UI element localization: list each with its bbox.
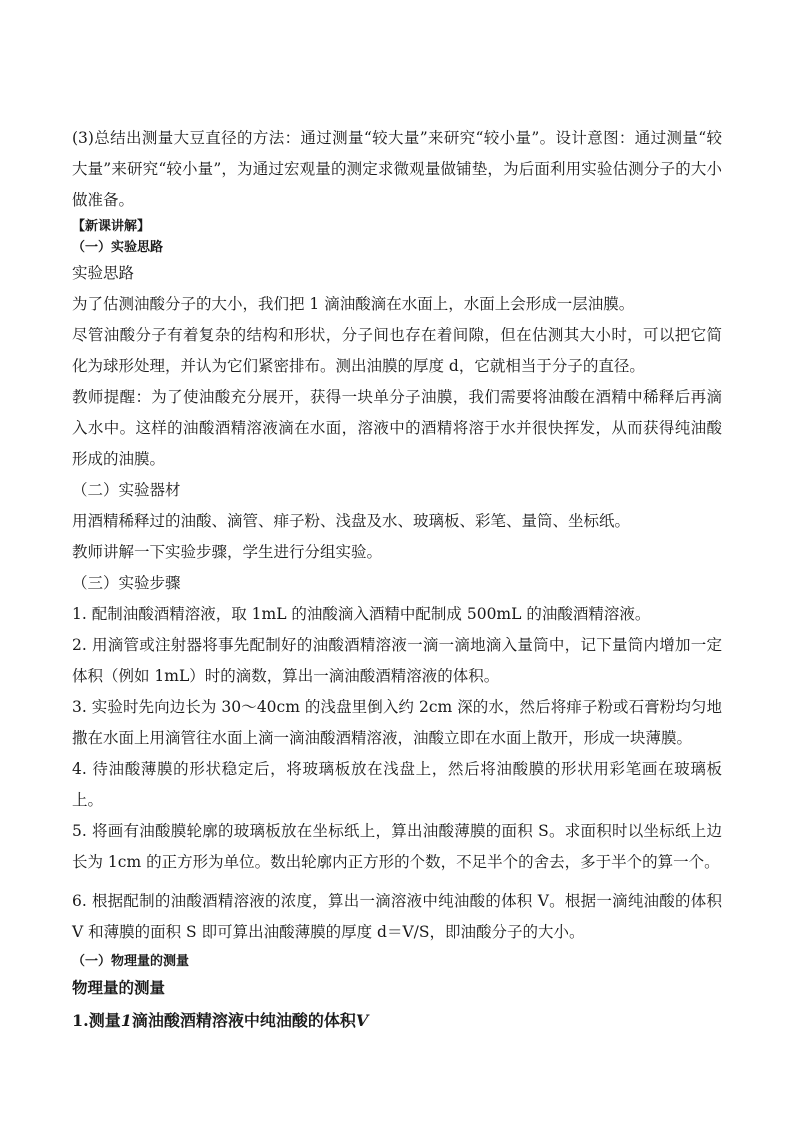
step-1: 1. 配制油酸酒精溶液，取 1mL 的油酸滴入酒精中配制成 500mL 的油酸酒精溶液。 <box>72 605 651 623</box>
section1-paragraph-3: 教师提醒：为了使油酸充分展开，获得一块单分子油膜，我们需要将油酸在酒精中稀释后再滴入水中。这样的油酸酒精溶液滴在水面，溶液中的酒精将溶于水并很快挥发，从而获得纯油酸形成的油膜。 <box>72 388 722 468</box>
step-5: 5. 将画有油酸膜轮廓的玻璃板放在坐标纸上，算出油酸薄膜的面积 S。求面积时以坐标纸上边长为 1cm 的正方形为单位。数出轮廓内正方形的个数，不足半个的舍去，多于半个的算一个。 <box>72 822 722 871</box>
step-2: 2. 用滴管或注射器将事先配制好的油酸酒精溶液一滴一滴地滴入量筒中，记下量筒内增加一定体积（例如 1mL）时的滴数，算出一滴油酸酒精溶液的体积。 <box>72 636 722 685</box>
section1-subtitle: 实验思路 <box>72 264 135 282</box>
measure1-prefix: 1.测量 <box>72 1011 121 1030</box>
step-6: 6. 根据配制的油酸酒精溶液的浓度，算出一滴溶液中纯油酸的体积 V。根据一滴纯油酸的体积 V 和薄膜的面积 S 即可算出油酸薄膜的厚度 d＝V/S，即油酸分子的大小。 <box>72 892 722 941</box>
document-body <box>72 123 722 1039</box>
section2-paragraph-1: 用酒精稀释过的油酸、滴管、痱子粉、浅盘及水、玻璃板、彩笔、量筒、坐标纸。 <box>72 512 631 530</box>
intro-paragraph: (3)总结出测量大豆直径的方法：通过测量“较大量”来研究“较小量”。设计意图：通过测量“较大量”来研究“较小量”，为通过宏观量的测定求微观量做铺垫，为后面利用实验估测分子的大小做准备。 <box>72 129 722 209</box>
measure1-heading <box>72 1003 722 1039</box>
step-4: 4. 待油酸薄膜的形状稳定后，将玻璃板放在浅盘上，然后将油酸膜的形状用彩笔画在玻璃板上。 <box>72 760 722 809</box>
measure1-variable: V <box>355 1011 369 1030</box>
step-3: 3. 实验时先向边长为 30～40cm 的浅盘里倒入约 2cm 深的水，然后将痱子粉或石膏粉均匀地撒在水面上用滴管往水面上滴一滴油酸酒精溶液，油酸立即在水面上散开，形成一块薄膜。 <box>72 698 722 747</box>
new-lesson-heading: 【新课讲解】 <box>72 219 151 234</box>
section1-paragraph-2: 尽管油酸分子有着复杂的结构和形状，分子间也存在着间隙，但在估测其大小时，可以把它简化为球形处理，并认为它们紧密排布。测出油膜的厚度 d，它就相当于分子的直径。 <box>72 326 722 375</box>
section3-heading: （三）实验步骤 <box>72 574 181 592</box>
section4-heading: （一）物理量的测量 <box>72 954 190 969</box>
measure1-number: 1 <box>120 1011 132 1030</box>
section2-paragraph-2: 教师讲解一下实验步骤，学生进行分组实验。 <box>72 543 383 561</box>
section1-heading: （一）实验思路 <box>72 240 164 255</box>
section2-heading: （二）实验器材 <box>72 481 181 499</box>
measure1-text: 滴油酸酒精溶液中纯油酸的体积 <box>131 1011 356 1030</box>
section4-subtitle: 物理量的测量 <box>72 978 166 997</box>
section1-paragraph-1: 为了估测油酸分子的大小，我们把 1 滴油酸滴在水面上，水面上会形成一层油膜。 <box>72 295 635 313</box>
